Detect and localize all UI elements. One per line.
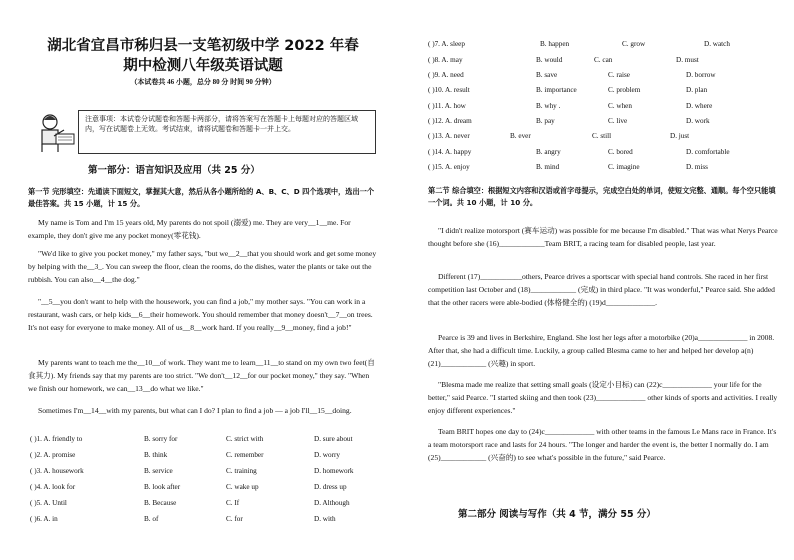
option-q13-c: C. still bbox=[592, 132, 612, 140]
option-q4-b: B. look after bbox=[144, 483, 181, 491]
option-q3-c: C. training bbox=[226, 467, 257, 475]
option-q12-b: B. pay bbox=[536, 117, 555, 125]
option-q15-c: C. imagine bbox=[608, 163, 640, 171]
passage-para-4: My parents want to teach me the__10__of work. They want me to learn__11__to stand on my own two feet(自食其力). My friends say that my parents are too strict. "We don't__12__for our pocket money," they say. "When we finish our homework, we can__13__do what we like." bbox=[28, 358, 375, 393]
exam-subtitle: （本试卷共 46 小题，总分 80 分 时间 90 分钟） bbox=[130, 78, 276, 86]
option-q2-c: C. remember bbox=[226, 451, 264, 459]
option-q1-d: D. sure about bbox=[314, 435, 353, 443]
option-q11-c: C. when bbox=[608, 102, 632, 110]
passage-para-1: My name is Tom and I'm 15 years old, My parents do not spoil (溺爱) me. They are very__1__me. For example, they don't give me any pocket money(零花钱). bbox=[28, 218, 351, 240]
part1-heading: 第一部分：语言知识及应用（共 25 分） bbox=[88, 165, 260, 176]
option-q4-c: C. wake up bbox=[226, 483, 259, 491]
student-writing-icon bbox=[34, 110, 78, 154]
option-q5-d: D. Although bbox=[314, 499, 350, 507]
exam-title-line2: 期中检测八年级英语试题 bbox=[123, 58, 283, 74]
option-q4-d: D. dress up bbox=[314, 483, 347, 491]
option-q10-b: B. importance bbox=[536, 86, 577, 94]
section2-heading: 第二节 综合填空：根据短文内容和汉语或首字母提示，完成空白处的单词，使短文完整、通顺。每个空只能填一个词。共 10 小题，计 10 分。 bbox=[428, 186, 776, 207]
option-q3-b: B. service bbox=[144, 467, 173, 475]
option-q7-b: B. happen bbox=[540, 40, 570, 48]
option-q14-d: D. comfortable bbox=[686, 148, 730, 156]
option-q7-c: C. grow bbox=[622, 40, 646, 48]
option-q14-a: ( )14. A. happy bbox=[428, 148, 472, 156]
option-q14-b: B. angry bbox=[536, 148, 561, 156]
part2-heading: 第二部分 阅读与写作（共 4 节，满分 55 分） bbox=[458, 509, 656, 520]
option-q11-b: B. why . bbox=[536, 102, 561, 110]
option-q9-d: D. borrow bbox=[686, 71, 716, 79]
option-q12-d: D. work bbox=[686, 117, 710, 125]
option-q2-d: D. worry bbox=[314, 451, 340, 459]
option-q13-b: B. ever bbox=[510, 132, 531, 140]
option-q5-b: B. Because bbox=[144, 499, 177, 507]
passage-para-3: "__5__you don't want to help with the housework, you can find a job," my mother says. "You can work in a restaurant, wash cars, or help kids__6__their homework. You should remember that money doesn't__7__on trees. It's not easy for everyone to make money. All of us__8__work hard. If you really__9__money, find a job!" bbox=[28, 297, 373, 332]
option-q10-c: C. problem bbox=[608, 86, 641, 94]
option-q8-c: C. can bbox=[594, 56, 613, 64]
option-q15-b: B. mind bbox=[536, 163, 560, 171]
option-q6-c: C. for bbox=[226, 515, 243, 523]
option-q9-c: C. raise bbox=[608, 71, 630, 79]
option-q15-a: ( )15. A. enjoy bbox=[428, 163, 470, 171]
passage2-para-1: "I didn't realize motorsport (赛车运动) was possible for me because I'm disabled." That was what Nerys Pearce thought before she (16)____________Team BRIT, a racing team for disabled people, last year. bbox=[428, 226, 778, 248]
option-q9-a: ( )9. A. need bbox=[428, 71, 464, 79]
option-q4-a: ( )4. A. look for bbox=[30, 483, 76, 491]
option-q12-a: ( )12. A. dream bbox=[428, 117, 472, 125]
option-q1-a: ( )1. A. friendly to bbox=[30, 435, 83, 443]
option-q11-a: ( )11. A. how bbox=[428, 102, 466, 110]
option-q6-b: B. of bbox=[144, 515, 159, 523]
option-q13-a: ( )13. A. never bbox=[428, 132, 470, 140]
option-q7-d: D. watch bbox=[704, 40, 730, 48]
option-q8-b: B. would bbox=[536, 56, 563, 64]
passage2-para-2: Different (17)___________others, Pearce drives a sportscar with special hand controls. She raced in her first competition last October and (18)____________ (完成) in third place. "It was wonderful," Pearce said. She added that the other racers were able-bodied (体格健全的) (19)d_____________. bbox=[428, 272, 775, 307]
option-q2-a: ( )2. A. promise bbox=[30, 451, 76, 459]
option-q2-b: B. think bbox=[144, 451, 168, 459]
option-q9-b: B. save bbox=[536, 71, 558, 79]
option-q6-a: ( )6. A. in bbox=[30, 515, 58, 523]
passage-para-2: "We'd like to give you pocket money," my father says, "but we__2__that you should work and get some money by helping with the__3_. You can sweep the floor, clean the rooms, do the dishes, water the plants or take out the rubbish. You can also__4__the dog." bbox=[28, 249, 377, 284]
option-q3-d: D. homework bbox=[314, 467, 354, 475]
option-q6-d: D. with bbox=[314, 515, 336, 523]
option-q8-d: D. must bbox=[676, 56, 699, 64]
option-q11-d: D. where bbox=[686, 102, 713, 110]
option-q10-d: D. plan bbox=[686, 86, 708, 94]
option-q10-a: ( )10. A. result bbox=[428, 86, 470, 94]
notice-box bbox=[78, 110, 376, 154]
option-q15-d: D. miss bbox=[686, 163, 708, 171]
passage2-para-5: Team BRIT hopes one day to (24)c_____________ with other teams in the famous Le Mans race in France. It's a team motorsport race and lasts for 24 hours. "The longer and harder the event is, the better I normally do. I am (25)____________ (兴奋的) to see what's possible in the future," said Pearce. bbox=[428, 427, 777, 462]
passage2-para-4: "Blesma made me realize that setting small goals (设定小目标) can (22)c_____________ your life for the better," said Pearce. "I started skiing and then took (23)_____________ other kinds of sports and activities. I really enjoy different experiences." bbox=[428, 380, 778, 415]
option-q14-c: C. bored bbox=[608, 148, 633, 156]
passage-para-5: Sometimes I'm__14__with my parents, but what can I do? I plan to find a job — a job I'll__15__doing. bbox=[38, 406, 352, 415]
option-q1-b: B. sorry for bbox=[144, 435, 178, 443]
notice-text: 注意事项：本试卷分试题卷和答题卡两部分，请将答案写在答题卡上每题对应的答题区域内，写在试题卷上无效。考试结束，请将试题卷和答题卡一并上交。 bbox=[85, 115, 358, 133]
exam-title-line1: 湖北省宜昌市秭归县一支笔初级中学 2022 年春 bbox=[47, 38, 359, 54]
option-q5-a: ( )5. A. Until bbox=[30, 499, 67, 507]
option-q3-a: ( )3. A. housework bbox=[30, 467, 84, 475]
option-q1-c: C. strict with bbox=[226, 435, 264, 443]
option-q13-d: D. just bbox=[670, 132, 690, 140]
option-q7-a: ( )7. A. sleep bbox=[428, 40, 465, 48]
option-q12-c: C. live bbox=[608, 117, 628, 125]
section1-heading: 第一节 完形填空：先通读下面短文，掌握其大意，然后从各小题所给的 A、B、C、D 四个选项中，选出一个最佳答案。共 15 小题，计 15 分。 bbox=[28, 187, 375, 208]
option-q8-a: ( )8. A. may bbox=[428, 56, 463, 64]
option-q5-c: C. If bbox=[226, 499, 240, 507]
passage2-para-3: Pearce is 39 and lives in Berkshire, England. She lost her legs after a motorbike (20)a_____________ in 2008. After that, she had a difficult time. Luckily, a group called Blesma came to her and helped her develop a(n) (21)____________ (兴趣) in sport. bbox=[428, 333, 775, 368]
